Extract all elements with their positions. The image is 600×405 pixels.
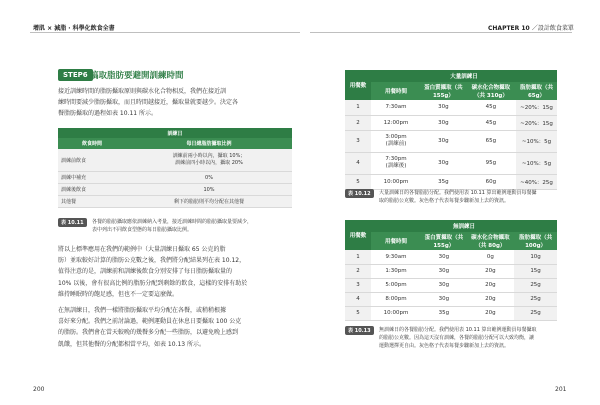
header-rule-right <box>310 32 572 33</box>
table-row: 1 9:30am 30g 0g 10g <box>345 250 557 264</box>
col-header: 脂肪攝取（共 65g） <box>520 85 554 99</box>
col-header: 蛋白質攝取（共 155g） <box>424 85 463 99</box>
col-header: 每日總脂肪攝取比例 <box>186 141 232 147</box>
col-header: 蛋白質攝取（共 155g） <box>424 235 464 249</box>
header-rule-left <box>30 32 300 33</box>
caption-badge: 表 10.11 <box>58 218 87 227</box>
table-row: 2 12:00pm 30g 45g ~20%：15g <box>345 115 557 130</box>
page-number-left: 200 <box>33 386 45 393</box>
paragraph-rest-day: 在無訓練日，我們一樣將脂肪攝取平均分配在各餐，或稍稍根據 喜好來分配。我們之前討論過，範例運動員在休息日要攝取 100 公克 的脂肪。我們會在當天較晚的幾餐多分配一些脂肪，以避免晚上感到 飢餓，但其他餐的分配都相當平均，如表 10.13 所示。 <box>58 307 242 348</box>
col-header: 脂肪攝取（共 100g） <box>519 235 553 249</box>
caption-table-10-13: 表 10.13 無訓練日的各餐脂肪分配。我們使用表 10.11 算出範例運動員每餐攝取 的脂肪公克數。因為這天沒有訓練，各餐的脂肪分配可以大致均衡，讓 運動選擇更自由。灰色格子代表每餐步驟新加上去的資訊。 <box>345 326 559 350</box>
table-row: 5 10:00pm 35g 60g ~40%：25g <box>345 174 557 189</box>
paragraph-training-day: 將以上標準應用在我們的範例中（大量訓練日攝取 65 公克的脂 肪）並取較好計算的脂肪公克數之後，我們將分配結果列在表 10.12， 值得注意的是，訓練前和訓練後飲食分別安排了每日脂肪攝取量的 10% 以後，會有很高比例的脂肪分配到剩餘的飲食，這樣的安排有助於 維持睡眠時的飽足感，但也不一定要這麼做。 <box>58 246 248 298</box>
table-row: 5 10:00pm 35g 20g 25g <box>345 306 557 320</box>
col-header: 用餐時間 <box>384 89 407 95</box>
table-row: 2 1:30pm 30g 20g 15g <box>345 264 557 278</box>
paragraph-intro: 接近訓練時間的脂肪攝取原則與碳水化合物相反，我們在接近訓 練時間要減少脂肪攝取，而且時間越接近，攝取量就要越少。決定各 餐脂肪攝取的過程如表 10.11 所示。 <box>58 88 239 118</box>
col-header: 飲食時間 <box>81 141 102 147</box>
table-fat-ratio <box>58 128 292 208</box>
table-row: 其他餐 剩下的脂肪則平均分配在其他餐 <box>58 196 292 208</box>
side-label: 用餐數 <box>345 220 371 250</box>
table-title: 訓練日 <box>167 130 183 137</box>
table-title: 無訓練日 <box>371 220 557 232</box>
col-header: 碳水化合物攝取（共 80g） <box>471 235 510 249</box>
table-row: 訓練中補充 0% <box>58 172 292 184</box>
chapter-title: ／設計飲食菜單 <box>531 25 574 32</box>
running-header-chapter <box>488 23 574 32</box>
table-row: 訓練前飲食 訓練前兩小時以內，攝取 10%； 訓練前四小時以內，攝取 20% <box>58 149 292 172</box>
table-heavy-training-day <box>345 70 557 190</box>
table-row: 3 5:00pm 30g 20g 25g <box>345 278 557 292</box>
table-row: 4 8:00pm 30g 20g 25g <box>345 292 557 306</box>
table-row: 1 7:30am 30g 45g ~20%：15g <box>345 100 557 115</box>
table-row: 訓練後飲食 10% <box>58 184 292 196</box>
running-header-left: 增肌 × 減脂 · 科學化飲食全書 <box>33 25 115 32</box>
table-title: 大量訓練日 <box>371 70 557 82</box>
section-title: 搞取脂肪要避開訓練時間 <box>90 71 184 81</box>
table-rest-day <box>345 220 557 321</box>
caption-badge: 表 10.13 <box>345 326 374 335</box>
col-header: 用餐時間 <box>384 239 407 245</box>
side-label: 用餐數 <box>345 70 371 100</box>
col-header: 碳水化合物攝取（共 310g） <box>471 85 511 99</box>
caption-badge: 表 10.12 <box>345 189 374 198</box>
chapter-label: CHAPTER 10 <box>488 25 530 32</box>
caption-table-10-12: 表 10.12 大量訓練日的各餐脂肪分配。我們使用表 10.11 算出範例運動員每餐攝 取的脂肪公克數。灰色格子代表每餐步驟新加上去的資訊。 <box>345 189 559 205</box>
page-number-right: 201 <box>555 386 567 393</box>
caption-table-10-11: 表 10.11 各餐的脂肪攝取應依訓練納入考量，接近訓練時間的脂肪攝取量要減少， 表中列出不同飲食型態的每日脂肪攝取比例。 <box>58 218 294 234</box>
table-row: 3 3:00pm (訓練前) 30g 65g ~10%：5g <box>345 130 557 152</box>
table-row: 4 7:30pm (訓練後) 30g 95g ~10%：5g <box>345 152 557 174</box>
step-badge: STEP6 <box>58 69 93 81</box>
